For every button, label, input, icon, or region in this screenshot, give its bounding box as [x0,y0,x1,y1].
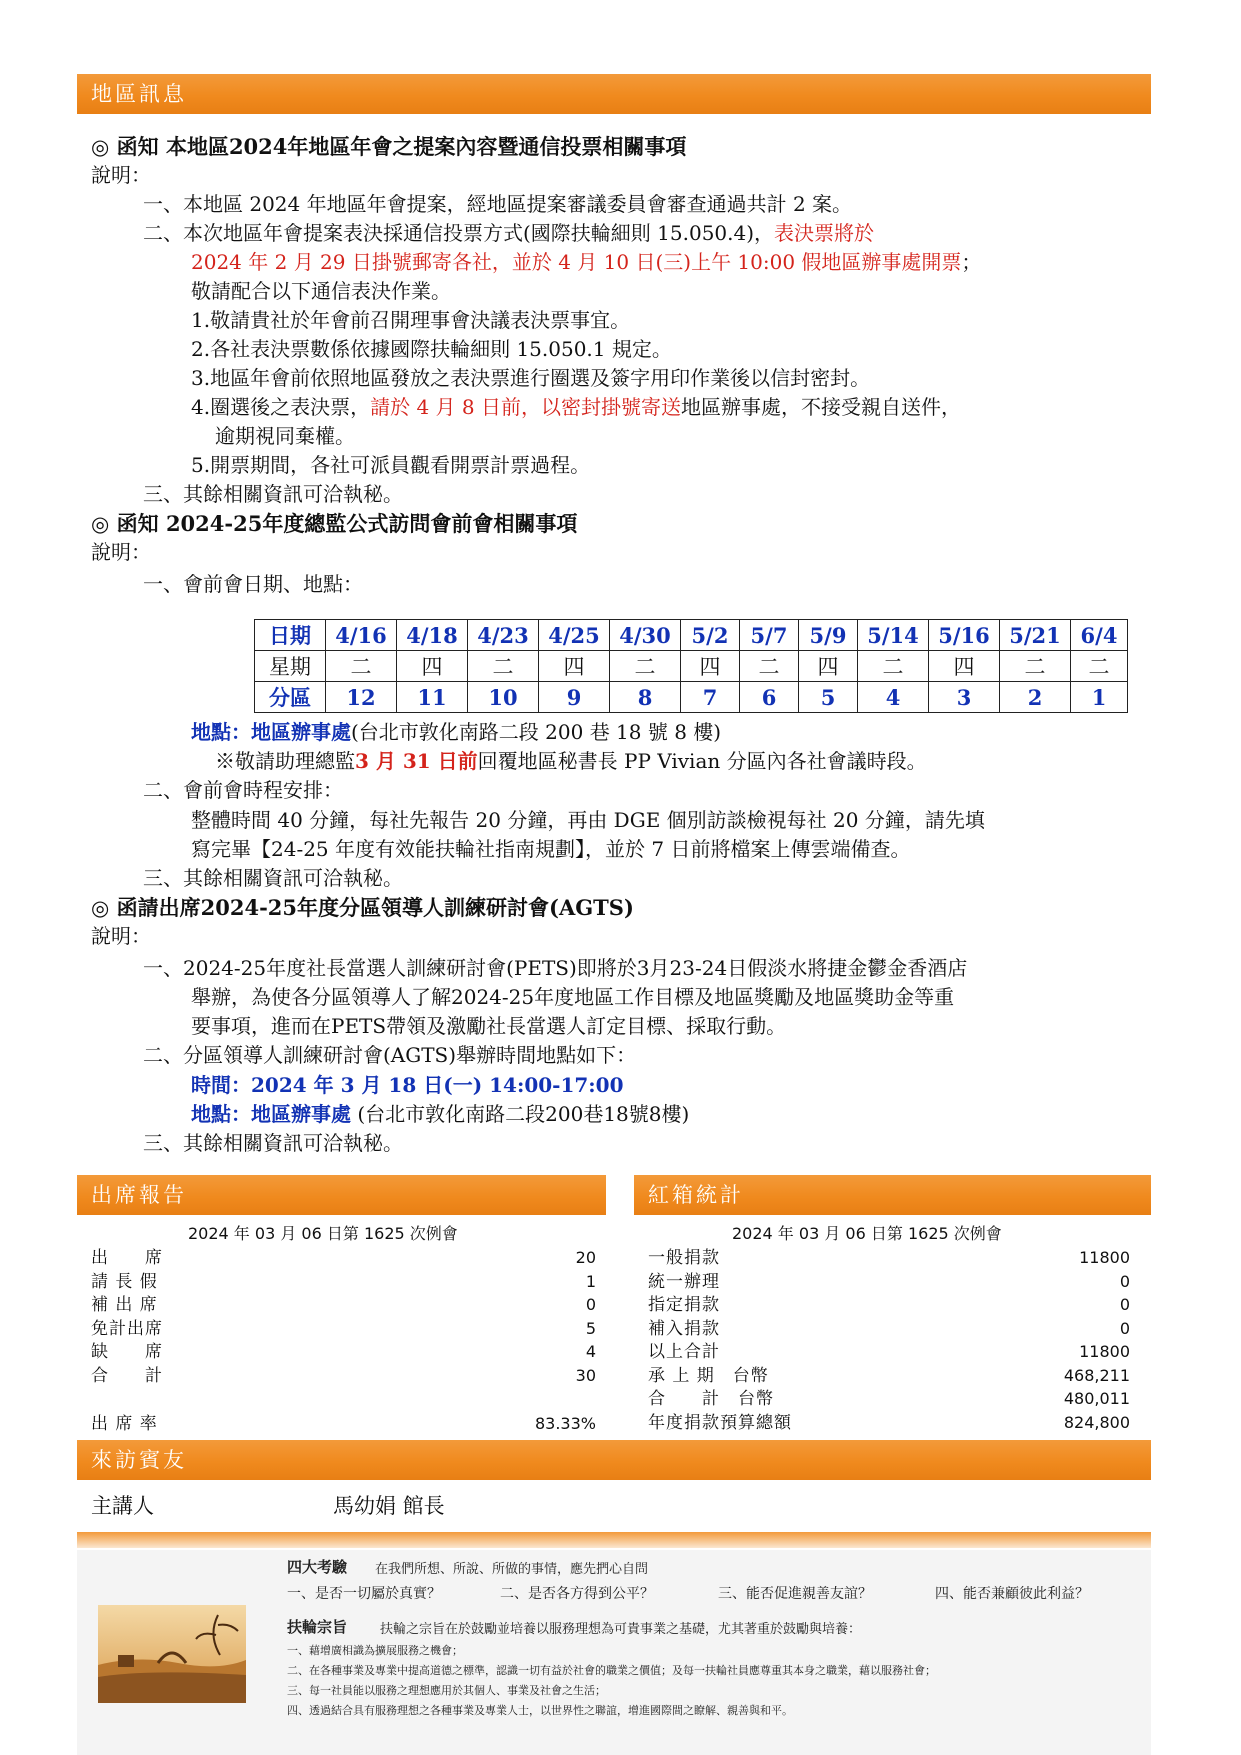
redbox-label: 一般捐款 [648,1248,720,1268]
date-cell: 5/9 [799,620,858,651]
attendance-label: 請 長 假 [91,1271,158,1292]
notice-1-line-3-red: 2024 年 2 月 29 日掛號郵寄各社，並於 4 月 10 日(三)上午 10:00 假地區辦事處開票 [191,250,962,274]
row-label-weekday: 星期 [255,651,326,682]
schedule-row-zones [255,682,1128,713]
weekday-cell: 四 [397,651,468,682]
redbox-label: 年度捐款預算總額 [648,1412,792,1433]
attendance-value: 4 [585,1342,596,1361]
redbox-label: 承 上 期 台幣 [648,1365,769,1386]
date-cell: 4/30 [610,620,681,651]
notice-1-line-3 [191,248,981,277]
date-cell: 5/16 [929,620,1000,651]
notice-1-item-4c: 地區辦事處，不接受親自送件， [680,395,961,419]
notice-1-item-1: 1.敬請貴社於年會前召開理事會決議表決票事宜。 [191,308,631,332]
footer-divider [77,1532,1151,1548]
redbox-value: 0 [1119,1271,1130,1291]
notice-3-title: ◎ 函請出席2024-25年度分區領導人訓練研討會(AGTS) [91,895,634,920]
notice-3-place [191,1100,689,1129]
weekday-cell: 二 [468,651,539,682]
zone-cell: 1 [1071,682,1128,713]
notice-1-line-5: 三、其餘相關資訊可洽執秘。 [143,482,403,506]
section-header-attendance: 出席報告 [77,1175,606,1215]
section-header-visitors: 來訪賓友 [77,1440,1151,1480]
row-label-date: 日期 [255,620,326,651]
zone-cell: 11 [397,682,468,713]
notice-1-title: ◎ 函知 本地區2024年地區年會之提案內容暨通信投票相關事項 [91,134,687,159]
weekday-cell: 二 [858,651,929,682]
four-way-test-2: 二、是否各方得到公平？ [500,1586,654,1602]
redbox-value: 468,211 [1063,1365,1130,1385]
attendance-value: 20 [575,1248,596,1267]
zone-cell: 2 [1000,682,1071,713]
section-header-district: 地區訊息 [77,74,1151,114]
zone-cell: 3 [929,682,1000,713]
four-way-test-3: 三、能否促進親善友誼？ [718,1586,872,1602]
object-of-rotary-subtitle: 扶輪之宗旨在於鼓勵並培養以服務理想為可貴事業之基礎，尤其著重於鼓勵與培養： [380,1622,862,1637]
attendance-label: 出 席 [91,1248,163,1268]
date-cell: 5/7 [740,620,799,651]
redbox-label: 補入捐款 [648,1318,720,1339]
notice-1-item-5: 5.開票期間，各社可派員觀看開票計票過程。 [191,453,591,477]
schedule-row-weekdays [255,651,1128,682]
zone-cell: 6 [740,682,799,713]
notice-2-line-2b: 寫完畢【24-25 年度有效能扶輪社指南規劃】，並於 7 日前將檔案上傳雲端備查。 [191,837,911,861]
notice-1-item-4b: 請於 4 月 8 日前，以密封掛號寄送 [370,395,681,419]
zone-cell: 7 [681,682,740,713]
attendance-value: 30 [575,1365,596,1385]
date-cell: 5/21 [1000,620,1071,651]
redbox-label: 合 計 台幣 [648,1389,774,1409]
zone-cell: 12 [326,682,397,713]
notice-1-item-3: 3.地區年會前依照地區發放之表決票進行圈選及簽字用印作業後以信封密封。 [191,366,871,390]
notice-2-place-addr: (台北市敦化南路二段 200 巷 18 號 8 樓) [351,720,722,744]
object-of-rotary-title: 扶輪宗旨 [287,1618,348,1636]
schedule-row-dates [255,620,1128,651]
notice-2-line-2: 二、會前會時程安排： [143,778,343,802]
notice-2-explain: 說明： [91,540,151,564]
notice-2-note-a: ※敬請助理總監 [215,749,355,773]
attendance-value: 5 [585,1318,596,1338]
notice-3-place-label: 地點：地區辦事處 [191,1102,351,1126]
attendance-label: 缺 席 [91,1342,163,1362]
notice-1-item-4d: 逾期視同棄權。 [215,424,355,448]
weekday-cell: 二 [610,651,681,682]
notice-1-line-2a: 二、本次地區年會提案表決採通信投票方式(國際扶輪細則 15.050.4)， [143,221,775,245]
attendance-value: 0 [585,1295,596,1314]
redbox-value: 11800 [1079,1248,1130,1267]
notice-1-explain: 說明： [91,163,151,187]
weekday-cell: 四 [681,651,740,682]
notice-2-note-c: 回覆地區秘書長 PP Vivian 分區內各社會議時段。 [477,749,927,773]
object-item-4: 四、透過結合具有服務理想之各種事業及專業人士，以世界性之聯誼，增進國際間之瞭解、親善與和平。 [287,1704,793,1717]
weekday-cell: 四 [539,651,610,682]
four-way-test-1: 一、是否一切屬於真實？ [287,1586,441,1602]
redbox-meeting: 2024 年 03 月 06 日第 1625 次例會 [732,1224,1002,1243]
notice-1-line-1: 一、本地區 2024 年地區年會提案，經地區提案審議委員會審查通過共計 2 案。 [143,192,853,216]
object-item-2: 二、在各種事業及專業中提高道德之標準，認識一切有益於社會的職業之價值；及每一扶輪社員應尊重其本身之職業，藉以服務社會； [287,1664,936,1677]
four-way-test-subtitle: 在我們所想、所說、所做的事情，應先捫心自問 [375,1562,649,1577]
redbox-value: 824,800 [1063,1412,1130,1432]
notice-1-item-4 [191,393,961,422]
attendance-rate-value: 83.33% [534,1414,596,1433]
visitor-name: 馬幼娟 館長 [333,1494,445,1518]
four-way-test-4: 四、能否兼顧彼此利益？ [935,1586,1089,1602]
date-cell: 4/18 [397,620,468,651]
notice-3-place-addr: (台北市敦化南路二段200巷18號8樓) [351,1102,690,1126]
date-cell: 4/25 [539,620,610,651]
attendance-label: 合 計 [91,1365,163,1386]
notice-2-line-3: 三、其餘相關資訊可洽執秘。 [143,866,403,890]
notice-3-explain: 說明： [91,924,151,948]
redbox-value: 0 [1119,1318,1130,1338]
redbox-value: 11800 [1079,1342,1130,1361]
redbox-label: 指定捐款 [648,1295,720,1315]
redbox-label: 統一辦理 [648,1271,720,1292]
notice-2-note [215,747,927,776]
notice-1-line-3-end: ； [961,250,982,274]
object-item-3: 三、每一社員能以服務之理想應用於其個人、事業及社會之生活； [287,1684,606,1697]
notice-3-line-1c: 要事項，進而在PETS帶領及激勵社長當選人訂定目標、採取行動。 [191,1014,787,1038]
weekday-cell: 二 [740,651,799,682]
attendance-value: 1 [585,1271,596,1291]
attendance-meeting: 2024 年 03 月 06 日第 1625 次例會 [188,1224,458,1243]
notice-2-note-b: 3 月 31 日前 [355,749,478,773]
notice-2-place [191,718,721,747]
redbox-value: 0 [1119,1295,1130,1314]
zone-cell: 10 [468,682,539,713]
notice-2-line-2a: 整體時間 40 分鐘，每社先報告 20 分鐘，再由 DGE 個別訪談檢視每社 20 分鐘，請先填 [191,808,985,832]
four-way-test-title: 四大考驗 [287,1558,348,1576]
notice-2-place-label: 地點：地區辦事處 [191,720,351,744]
notice-3-line-3: 三、其餘相關資訊可洽執秘。 [143,1131,403,1155]
landscape-painting-image [98,1605,246,1703]
notice-1-item-2: 2.各社表決票數係依據國際扶輪細則 15.050.1 規定。 [191,337,672,361]
zone-cell: 8 [610,682,681,713]
weekday-cell: 四 [799,651,858,682]
object-item-1: 一、藉增廣相識為擴展服務之機會； [287,1644,463,1657]
date-cell: 6/4 [1071,620,1128,651]
visitor-role: 主講人 [91,1494,154,1518]
weekday-cell: 二 [1000,651,1071,682]
zone-cell: 9 [539,682,610,713]
attendance-label: 免計出席 [91,1318,163,1339]
notice-1-item-4a: 4.圈選後之表決票， [191,395,371,419]
notice-3-line-1a: 一、2024-25年度社長當選人訓練研討會(PETS)即將於3月23-24日假淡水將捷金鬱金香酒店 [143,956,968,980]
date-cell: 5/14 [858,620,929,651]
attendance-rate-label: 出 席 率 [91,1414,158,1434]
notice-2-line-1: 一、會前會日期、地點： [143,572,363,596]
zone-cell: 4 [858,682,929,713]
weekday-cell: 二 [1071,651,1128,682]
notice-3-line-2: 二、分區領導人訓練研討會(AGTS)舉辦時間地點如下： [143,1043,637,1067]
date-cell: 4/23 [468,620,539,651]
section-header-redbox: 紅箱統計 [634,1175,1151,1215]
attendance-label: 補 出 席 [91,1295,158,1315]
row-label-zone: 分區 [255,682,326,713]
zone-cell: 5 [799,682,858,713]
date-cell: 4/16 [326,620,397,651]
date-cell: 5/2 [681,620,740,651]
notice-3-time: 時間：2024 年 3 月 18 日(一) 14:00-17:00 [191,1073,624,1097]
weekday-cell: 二 [326,651,397,682]
redbox-label: 以上合計 [648,1342,720,1362]
notice-1-line-2 [143,219,874,248]
notice-3-line-1b: 舉辦，為使各分區領導人了解2024-25年度地區工作目標及地區獎勵及地區獎助金等重 [191,985,955,1009]
weekday-cell: 四 [929,651,1000,682]
notice-1-line-4: 敬請配合以下通信表決作業。 [191,279,451,303]
notice-1-line-2b: 表決票將於 [774,221,875,245]
redbox-value: 480,011 [1063,1389,1130,1408]
schedule-table [254,619,1128,713]
notice-2-title: ◎ 函知 2024-25年度總監公式訪問會前會相關事項 [91,511,578,536]
